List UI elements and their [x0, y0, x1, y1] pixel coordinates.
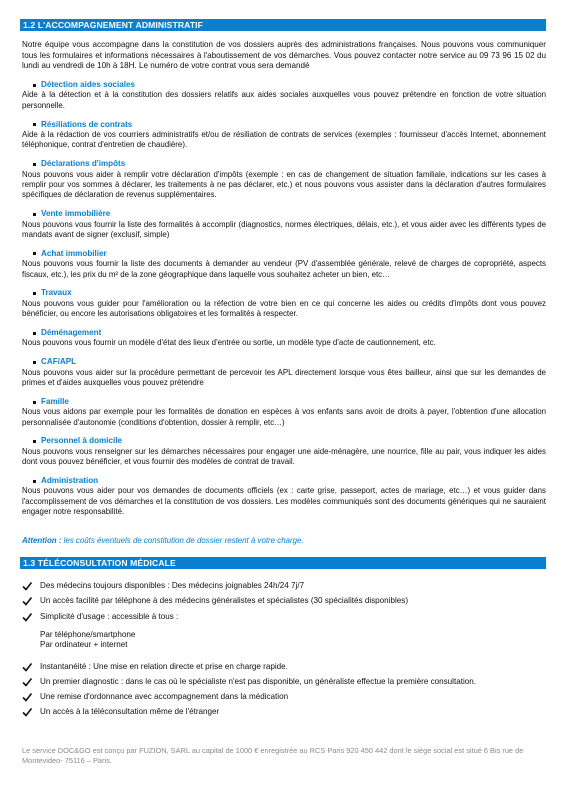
check-item: [22, 596, 408, 607]
service-title-text: Résiliations de contrats: [41, 119, 133, 129]
square-bullet-icon: [33, 213, 36, 216]
checkmark-icon: [22, 612, 32, 622]
service-title-text: Détection aides sociales: [41, 80, 136, 89]
service-title: [22, 209, 546, 219]
service-item-vente: [22, 209, 546, 240]
service-title: [22, 249, 546, 259]
checkmark-icon: [22, 581, 32, 591]
check-item-text: Instantanéité : Une mise en relation directe et prise en charge rapide.: [40, 662, 288, 671]
attention-label: Attention :: [22, 536, 62, 545]
square-bullet-icon: [33, 84, 36, 87]
checkmark-icon: [22, 707, 32, 717]
service-title-text: Achat immobilier: [41, 248, 107, 258]
check-item: [22, 581, 304, 592]
service-item-detection: [22, 80, 546, 111]
service-title-text: Déménagement: [41, 328, 102, 338]
service-title-text: Déclarations d'impôts: [41, 159, 126, 169]
service-item-personnel: [22, 436, 546, 467]
service-item-demenagement: [22, 328, 546, 349]
check-item: [22, 677, 476, 688]
check-item-text: Un accès facilité par téléphone à des médecins généralistes et spécialistes (30 spécialités disponibles): [40, 596, 409, 605]
intro-paragraph: Notre équipe vous accompagne dans la constitution de vos dossiers auprès des administrations françaises. Nous pouvons vous communiquer tous les formulaires et informations nécessaires à l'aboutissement de vos démarches. Vous pouvez contacter notre service au 09 73 96 15 02 du lundi au vendredi de 10h à 18H. Le numéro de votre contrat vous sera demandé: [22, 40, 546, 71]
service-title-text: Personnel à domicile: [41, 436, 122, 446]
service-title: [22, 120, 546, 130]
service-description: Nous pouvons vous fournir la liste des documents à demander au vendeur (PV d'assemblée générale, relevé de charges de copropriété, aspects fiscaux, etc.), les prix du m² de la zone géographique dans laquelle vous souhaitez acheter un bien, etc…: [22, 259, 546, 279]
service-title-text: Vente immobilière: [41, 209, 111, 219]
square-bullet-icon: [33, 332, 36, 335]
section-header-teleconsultation: 1.3 TÉLÉCONSULTATION MÉDICALE: [20, 557, 546, 569]
check-item-text: Simplicité d'usage : accessible à tous :: [40, 612, 179, 621]
service-title-text: Travaux: [41, 288, 72, 298]
checkmark-icon: [22, 596, 32, 606]
square-bullet-icon: [33, 480, 36, 483]
service-item-caf: [22, 357, 546, 388]
legal-footer: Le service DOC&GO est conçu par FUZION, SARL au capital de 1000 € enregistrée au RCS Paris 920 450 442 dont le siège social est situé 6 Bis rue de Montevideo- 75116 – Paris.: [22, 746, 524, 765]
check-sub-item: Par téléphone/smartphone: [40, 630, 136, 639]
service-item-impots: [22, 159, 546, 201]
square-bullet-icon: [33, 163, 36, 166]
service-description: Nous pouvons vous fournir la liste des formalités à accomplir (diagnostics, normes électriques, délais, etc.), et vous aider avec les différents types de mandats avant de signer (exclusif, simple): [22, 219, 546, 239]
attention-note: [22, 536, 546, 546]
square-bullet-icon: [33, 292, 36, 295]
square-bullet-icon: [33, 440, 36, 443]
attention-text: les coûts éventuels de constitution de dossier restent à votre charge.: [61, 536, 304, 545]
check-item: [22, 662, 288, 673]
check-item: [22, 707, 219, 718]
checkmark-icon: [22, 692, 32, 702]
service-title: [22, 436, 546, 446]
service-title: [22, 476, 546, 486]
service-title-text: CAF/APL: [41, 357, 77, 367]
services-list: [22, 80, 546, 526]
square-bullet-icon: [33, 401, 36, 404]
checkmark-icon: [22, 662, 32, 672]
check-item-text: Un accès à la téléconsultation même de l'étranger: [40, 707, 220, 716]
service-description: Nous pouvons vous renseigner sur les démarches nécessaires pour engager une aide-ménagère, une nourrice, fille au pair, vous indiquer les aides dont vous pouvez bénéficier, et vous fournir des modèles de contrat de travail.: [22, 446, 546, 467]
check-item-text: Des médecins toujours disponibles : Des médecins joignables 24h/24 7j/7: [40, 581, 305, 590]
service-title: [22, 397, 546, 407]
service-title: [22, 288, 546, 298]
square-bullet-icon: [33, 361, 36, 364]
service-item-famille: [22, 397, 546, 428]
service-item-resiliations: [22, 120, 546, 151]
service-description: Nous pouvons vous aider à remplir votre déclaration d'impôts (exemple : en cas de changement de situation familiale, indications sur les cases à remplir pour vos sommes à déclarer, les traitements à ne pas déclarer, etc.) et nous pouvons vous assister dans la déclaration d'autres formulaires spécifiques de déclaration de revenus supplémentaires.: [22, 169, 546, 200]
service-title-text: Famille: [41, 396, 69, 406]
checkmark-icon: [22, 677, 32, 687]
square-bullet-icon: [33, 252, 36, 255]
section-header-accompagnement: 1.2 L'ACCOMPAGNEMENT ADMINISTRATIF: [20, 19, 546, 31]
service-description: Aide à la détection et à la constitution des dossiers relatifs aux aides sociales auxquelles vous pouvez prétendre en fonction de votre situation personnelle.: [22, 90, 546, 110]
service-item-achat: [22, 249, 546, 280]
service-title: [22, 80, 546, 90]
service-title: [22, 328, 546, 338]
check-item-text: Une remise d'ordonnance avec accompagnement dans la médication: [40, 692, 289, 701]
check-sub-item: Par ordinateur + internet: [40, 640, 128, 649]
square-bullet-icon: [33, 123, 36, 126]
service-item-administration: [22, 476, 546, 518]
service-description: Nous pouvons vous fournir un modèle d'état des lieux d'entrée ou sortie, un modèle type d'acte de cautionnement, etc.: [22, 338, 436, 348]
check-item-text: Un premier diagnostic : dans le cas où le spécialiste n'est pas disponible, un généraliste effectue la première consultation.: [40, 677, 477, 686]
service-description: Nous pouvons vous guider pour l'amélioration ou la réfection de votre bien en ce qui concerne les aides ou crédits d'impôts dont vous pouvez bénéficier, ou encore les autorisations obligatoires et les formalités à respecter.: [22, 298, 546, 319]
service-item-travaux: [22, 288, 546, 319]
service-description: Nous pouvons vous aider sur la procédure permettant de percevoir les APL directement lorsque vous êtes bailleur, ainsi que sur les demandes de primes et d'aides auxquelles vous pouvez prétendre: [22, 367, 546, 387]
service-description: Nous pouvons vous aider pour vos demandes de documents officiels (ex : carte grise, passeport, actes de mariage, etc…) et vous guider dans l'accomplissement de vos démarches et la constitution de vos dossiers. Les modèles communiqués sont des documents génériques qui ne sauraient engager notre responsabilité.: [22, 486, 546, 517]
service-title-text: Administration: [41, 476, 99, 486]
service-title: [22, 357, 546, 367]
service-description: Aide à la rédaction de vos courriers administratifs et/ou de résiliation de contrats de services (exemples : fournisseur d'accès Internet, abonnement téléphonique, contrat d'entretien de chaudière).: [22, 129, 546, 150]
service-description: Nous vous aidons par exemple pour les formalités de donation en espèces à vos enfants sans avoir de droits à payer, l'obtention d'une allocation personnalisée d'autonomie (conditions d'obtention, dossier à remplir, etc…): [22, 407, 546, 427]
service-title: [22, 159, 546, 169]
check-item: [22, 612, 178, 623]
check-item: [22, 692, 288, 703]
